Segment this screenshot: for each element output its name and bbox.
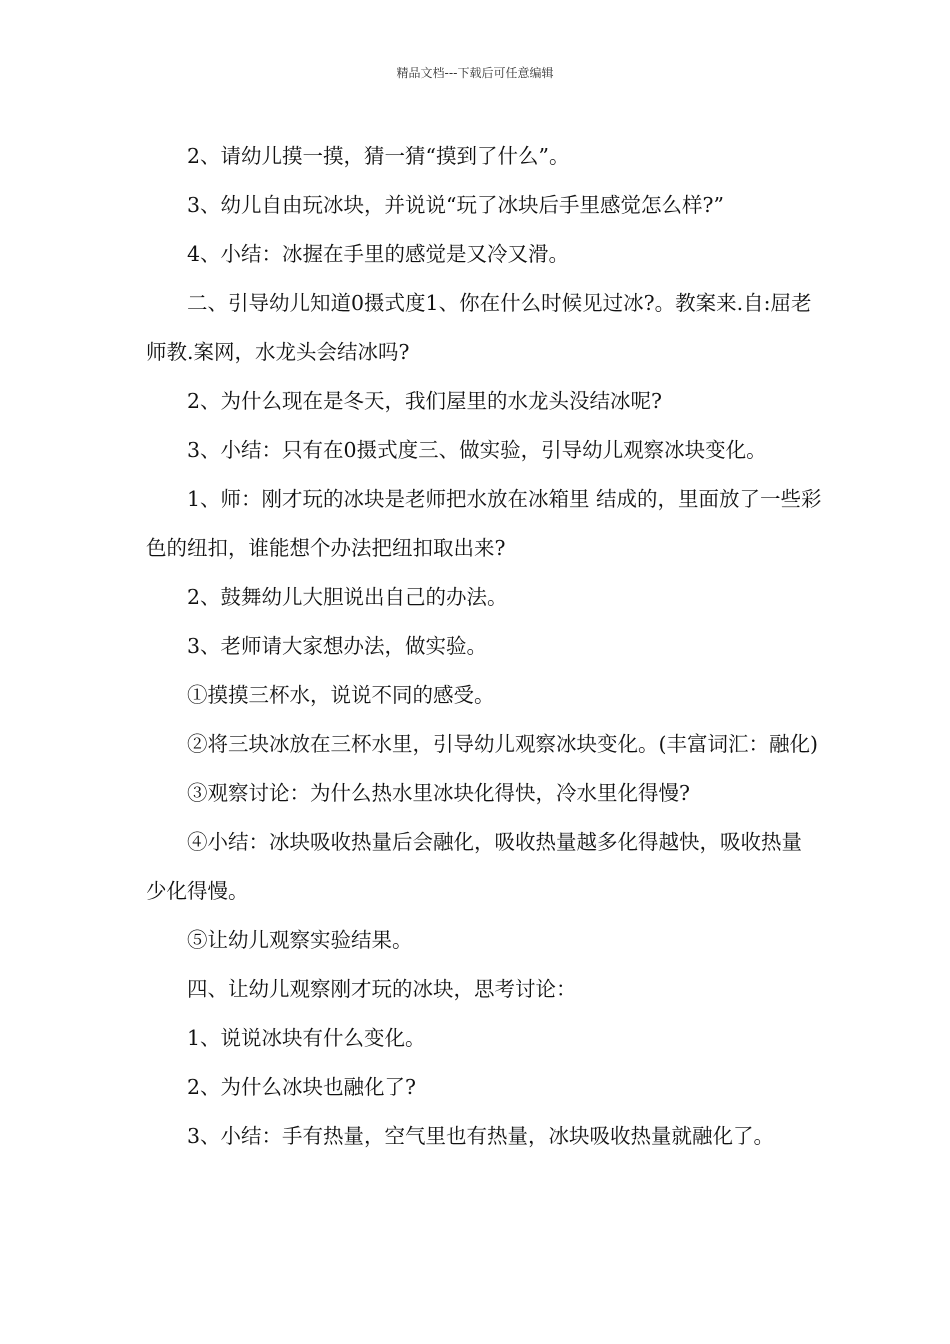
paragraph: 四、让幼儿观察刚才玩的冰块，思考讨论： (187, 977, 577, 1001)
paragraph: 2、为什么冰块也融化了? (187, 1075, 417, 1099)
paragraph: 3、小结：只有在0摄式度三、做实验，引导幼儿观察冰块变化。 (187, 438, 767, 462)
paragraph: 4、小结：冰握在手里的感觉是又冷又滑。 (187, 242, 570, 266)
paragraph: 1、说说冰块有什么变化。 (187, 1026, 426, 1050)
paragraph: 二、引导幼儿知道0摄式度1、你在什么时候见过冰?。教案来.自:屈老师教.案网，水龙头会结冰吗? (146, 291, 812, 364)
paragraph: ②将三块冰放在三杯水里，引导幼儿观察冰块变化。(丰富词汇：融化) (187, 732, 818, 756)
page-header: 精品文档---下载后可任意编辑 (396, 66, 554, 80)
paragraph: 3、老师请大家想办法，做实验。 (187, 634, 488, 658)
document-body (146, 132, 822, 1161)
paragraph: 3、小结：手有热量，空气里也有热量，冰块吸收热量就融化了。 (187, 1124, 775, 1148)
paragraph: ④小结：冰块吸收热量后会融化，吸收热量越多化得越快，吸收热量少化得慢。 (146, 830, 802, 903)
paragraph: ①摸摸三杯水，说说不同的感受。 (187, 683, 495, 707)
paragraph: 1、师：刚才玩的冰块是老师把水放在冰箱里 结成的，里面放了一些彩色的纽扣，谁能想个办法把纽扣取出来? (146, 487, 822, 560)
paragraph: ⑤让幼儿观察实验结果。 (187, 928, 413, 952)
paragraph: 2、请幼儿摸一摸，猜一猜“摸到了什么”。 (187, 144, 570, 168)
paragraph: 2、鼓舞幼儿大胆说出自己的办法。 (187, 585, 508, 609)
paragraph: ③观察讨论：为什么热水里冰块化得快，冷水里化得慢? (187, 781, 690, 805)
paragraph: 2、为什么现在是冬天，我们屋里的水龙头没结冰呢? (187, 389, 663, 413)
paragraph: 3、幼儿自由玩冰块，并说说“玩了冰块后手里感觉怎么样?” (187, 193, 724, 217)
